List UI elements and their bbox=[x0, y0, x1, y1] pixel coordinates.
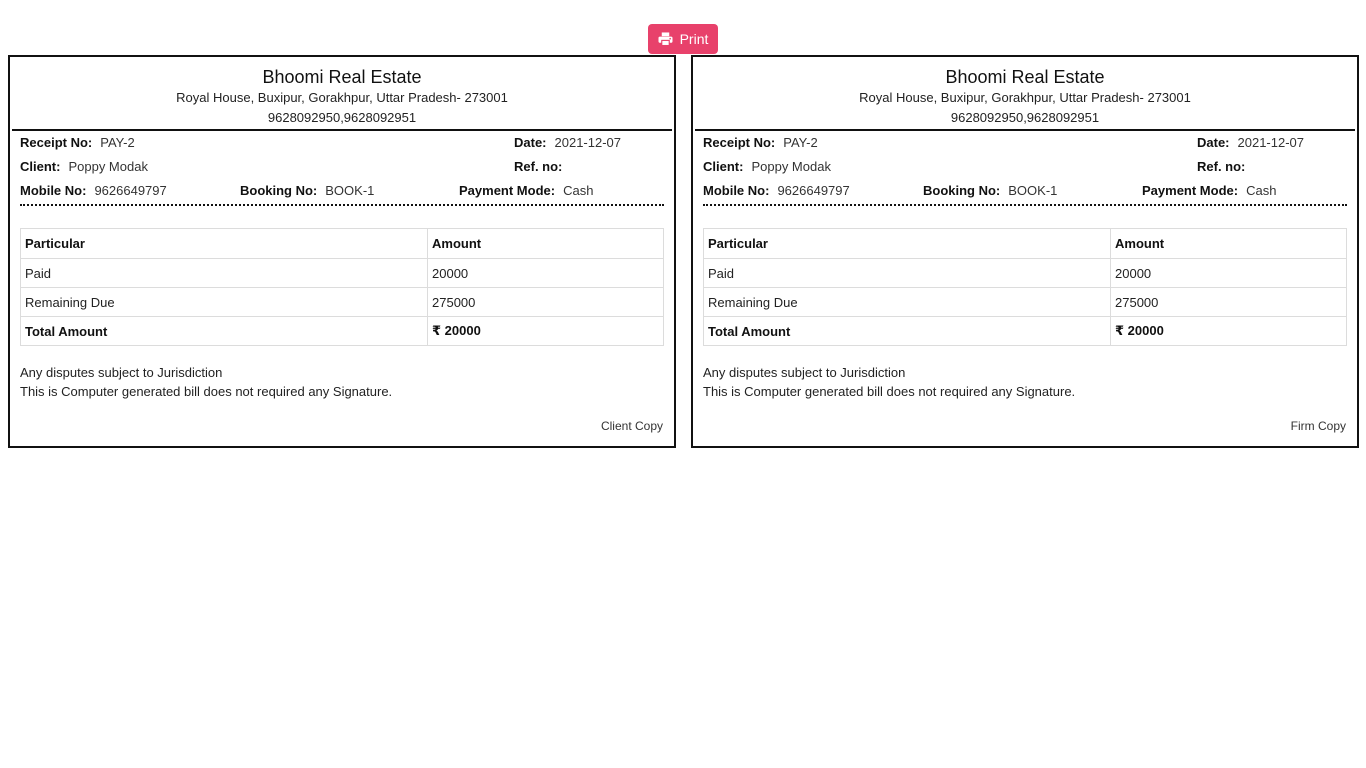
firm-name: Bhoomi Real Estate bbox=[262, 67, 422, 87]
signature-note: This is Computer generated bill does not required any Signature. bbox=[20, 384, 393, 399]
client-label: Client: bbox=[20, 159, 61, 174]
ref-no-field bbox=[514, 159, 570, 174]
particulars-table bbox=[20, 228, 664, 346]
jurisdiction-note: Any disputes subject to Jurisdiction bbox=[703, 365, 906, 380]
date-field bbox=[514, 135, 621, 150]
receipt-no-field bbox=[703, 135, 818, 150]
copy-label: Client Copy bbox=[600, 419, 663, 433]
table-header-row bbox=[704, 229, 1347, 259]
client-field bbox=[703, 159, 831, 174]
date-value: 2021-12-07 bbox=[554, 135, 622, 150]
payment-mode-field bbox=[459, 183, 593, 198]
particulars-table bbox=[703, 228, 1347, 346]
date-label: Date: bbox=[1197, 135, 1230, 150]
mobile-no-field bbox=[703, 183, 850, 198]
amount-cell: 275000 bbox=[428, 288, 664, 317]
receipt-notes bbox=[20, 363, 392, 401]
table-row bbox=[704, 259, 1347, 288]
receipt-header bbox=[695, 57, 1355, 131]
receipt-client-copy bbox=[8, 55, 676, 448]
mobile-no-value: 9626649797 bbox=[94, 183, 167, 198]
firm-name: Bhoomi Real Estate bbox=[945, 67, 1105, 87]
amount-cell: 20000 bbox=[1111, 259, 1347, 288]
booking-no-field bbox=[240, 183, 374, 198]
date-value: 2021-12-07 bbox=[1237, 135, 1305, 150]
receipt-no-label: Receipt No: bbox=[20, 135, 93, 150]
receipt-info bbox=[703, 131, 1347, 206]
ref-no-label: Ref. no: bbox=[514, 159, 563, 174]
receipt-notes bbox=[703, 363, 1075, 401]
total-row bbox=[21, 317, 664, 346]
particular-cell: Paid bbox=[704, 259, 1111, 288]
mobile-no-field bbox=[20, 183, 167, 198]
mobile-no-value: 9626649797 bbox=[777, 183, 850, 198]
booking-no-value: BOOK-1 bbox=[1008, 183, 1058, 198]
client-label: Client: bbox=[703, 159, 744, 174]
particular-cell: Remaining Due bbox=[21, 288, 428, 317]
payment-mode-value: Cash bbox=[563, 183, 594, 198]
payment-mode-label: Payment Mode: bbox=[1142, 183, 1239, 198]
total-value: ₹ 20000 bbox=[428, 317, 664, 346]
payment-mode-field bbox=[1142, 183, 1276, 198]
column-header-amount: Amount bbox=[428, 229, 664, 259]
receipt-no-field bbox=[20, 135, 135, 150]
date-label: Date: bbox=[514, 135, 547, 150]
booking-no-label: Booking No: bbox=[923, 183, 1001, 198]
firm-address: Royal House, Buxipur, Gorakhpur, Uttar Pradesh- 273001 bbox=[859, 90, 1191, 105]
column-header-particular: Particular bbox=[21, 229, 428, 259]
receipt-no-value: PAY-2 bbox=[783, 135, 818, 150]
firm-phones: 9628092950,9628092951 bbox=[267, 110, 417, 125]
print-button[interactable] bbox=[648, 24, 718, 54]
total-value: ₹ 20000 bbox=[1111, 317, 1347, 346]
booking-no-field bbox=[923, 183, 1057, 198]
amount-cell: 20000 bbox=[428, 259, 664, 288]
copy-label: Firm Copy bbox=[1290, 419, 1346, 433]
firm-phones: 9628092950,9628092951 bbox=[950, 110, 1100, 125]
booking-no-value: BOOK-1 bbox=[325, 183, 375, 198]
ref-no-label: Ref. no: bbox=[1197, 159, 1246, 174]
printer-icon bbox=[658, 32, 673, 46]
jurisdiction-note: Any disputes subject to Jurisdiction bbox=[20, 365, 223, 380]
receipt-firm-copy bbox=[691, 55, 1359, 448]
total-label: Total Amount bbox=[704, 317, 1111, 346]
firm-address: Royal House, Buxipur, Gorakhpur, Uttar Pradesh- 273001 bbox=[176, 90, 508, 105]
total-label: Total Amount bbox=[21, 317, 428, 346]
table-header-row bbox=[21, 229, 664, 259]
table-row bbox=[704, 288, 1347, 317]
receipt-info bbox=[20, 131, 664, 206]
receipt-no-value: PAY-2 bbox=[100, 135, 135, 150]
total-row bbox=[704, 317, 1347, 346]
client-value: Poppy Modak bbox=[751, 159, 831, 174]
payment-mode-value: Cash bbox=[1246, 183, 1277, 198]
table-row bbox=[21, 288, 664, 317]
print-button-label: Print bbox=[679, 31, 709, 47]
amount-cell: 275000 bbox=[1111, 288, 1347, 317]
booking-no-label: Booking No: bbox=[240, 183, 318, 198]
particular-cell: Paid bbox=[21, 259, 428, 288]
table-row bbox=[21, 259, 664, 288]
payment-mode-label: Payment Mode: bbox=[459, 183, 556, 198]
column-header-amount: Amount bbox=[1111, 229, 1347, 259]
ref-no-field bbox=[1197, 159, 1253, 174]
receipt-header bbox=[12, 57, 672, 131]
mobile-no-label: Mobile No: bbox=[703, 183, 770, 198]
signature-note: This is Computer generated bill does not required any Signature. bbox=[703, 384, 1076, 399]
mobile-no-label: Mobile No: bbox=[20, 183, 87, 198]
date-field bbox=[1197, 135, 1304, 150]
receipt-no-label: Receipt No: bbox=[703, 135, 776, 150]
client-field bbox=[20, 159, 148, 174]
particular-cell: Remaining Due bbox=[704, 288, 1111, 317]
client-value: Poppy Modak bbox=[68, 159, 148, 174]
column-header-particular: Particular bbox=[704, 229, 1111, 259]
